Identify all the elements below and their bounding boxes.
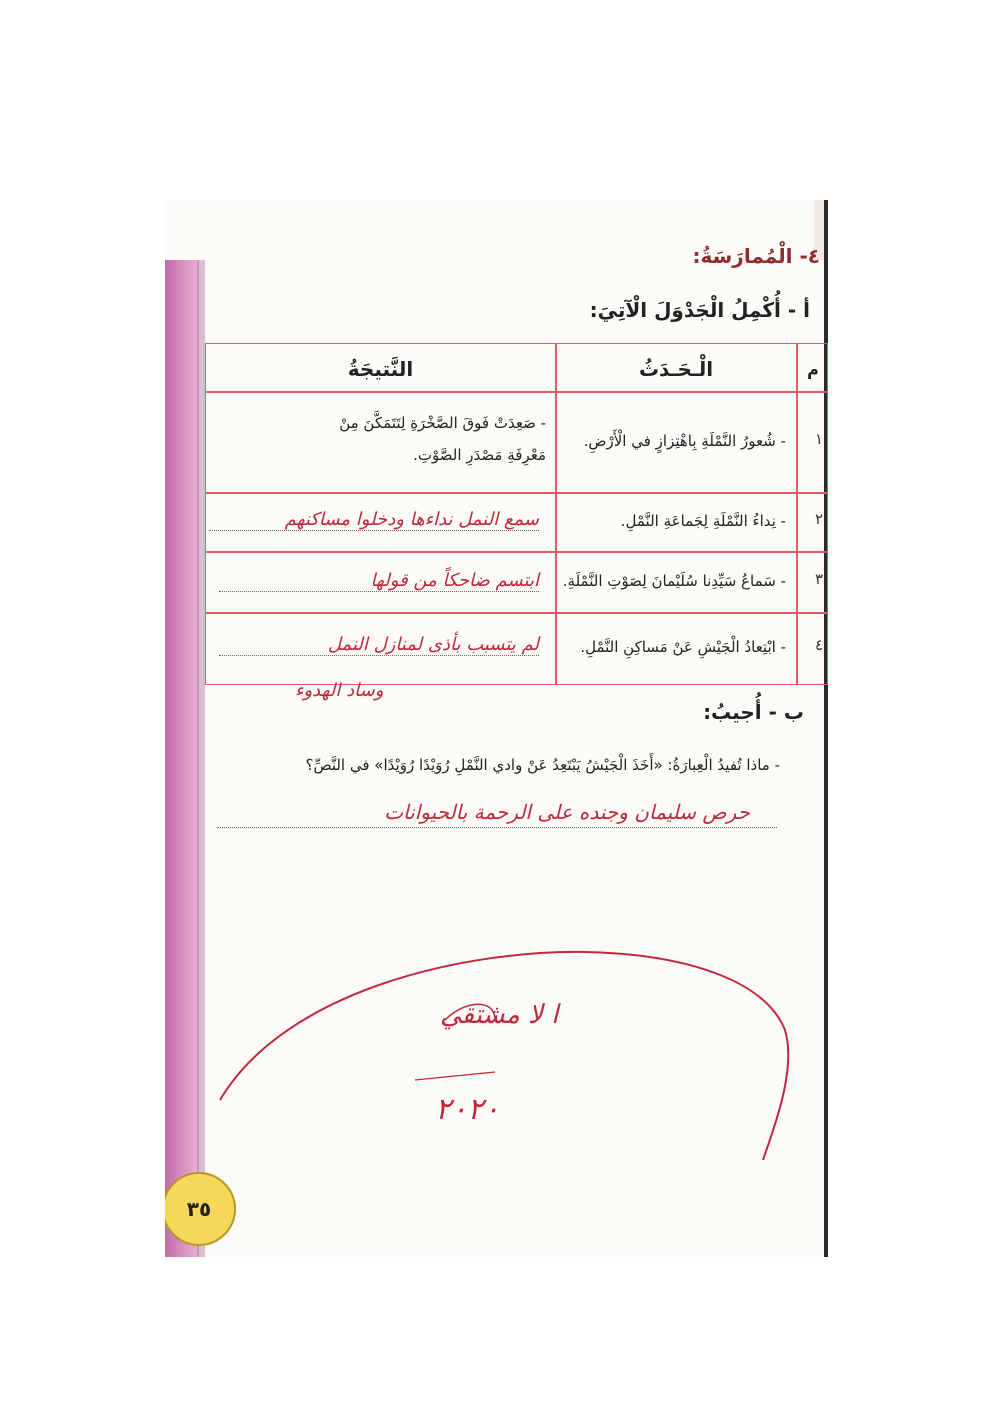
event-cell: - سَماعُ سَيِّدِنا سُلَيْمانَ لِصَوْتِ النَّمْلَةِ. [562,572,786,590]
page-number-badge: ٣٥ [165,1172,236,1246]
part-a-instruction: أ - أُكْمِلُ الْجَدْوَلَ الْآتِيَ: [589,298,810,322]
event-cell: - ابْتِعادُ الْجَيْشِ عَنْ مَساكِنِ النَّمْلِ. [580,638,786,656]
section-title: ٤- الْمُمارَسَةُ: [692,244,820,268]
row-number: ١ [815,430,824,448]
handwritten-answer: حرص سليمان وجنده على الرحمة بالحيوانات [384,800,750,824]
handwritten-answer-continuation: وساد الهدوء [295,680,384,701]
handwritten-answer: لم يتسبب بأذى لمنازل النمل [219,634,539,656]
handwritten-note: ا لا مشتقي [440,1000,559,1030]
header-result: النَّتيجَةُ [347,357,414,381]
row-number: ٤ [815,636,824,654]
row-number: ٢ [815,510,824,528]
handwritten-answer: ابتسم ضاحكاً من قولها [219,570,539,592]
worksheet-page [165,200,828,1257]
result-cell-line2: مَعْرِفَةِ مَصْدَرِ الصَّوْتِ. [413,446,546,464]
row-number: ٣ [815,570,824,588]
handwritten-year: ٢٠٢٠ [435,1092,500,1127]
result-cell-line1: - صَعِدَتْ فَوقَ الصَّخْرَةِ لِتَتَمَكَّنَ مِنْ [339,414,546,432]
header-number: م [807,359,819,379]
event-cell: - نِداءُ النَّمْلَةِ لِجَماعَةِ النَّمْلِ. [620,512,786,530]
handwritten-answer: سمع النمل نداءها ودخلوا مساكنهم [209,509,539,531]
event-cell: - شُعورُ النَّمْلَةِ بِاهْتِزازٍ في الْأَرْضِ. [583,432,786,450]
part-b-instruction: ب - أُجيبُ: [703,700,804,724]
header-event: الْـحَـدَثُ [638,357,714,381]
question-text: - ماذا تُفيدُ الْعِبارَةُ: «أَخَذَ الْجَيْشُ يَبْتَعِدُ عَنْ وادي النَّمْلِ رُوَيْدًا رُوَيْدًا» في النَّصِّ؟ [305,756,780,774]
